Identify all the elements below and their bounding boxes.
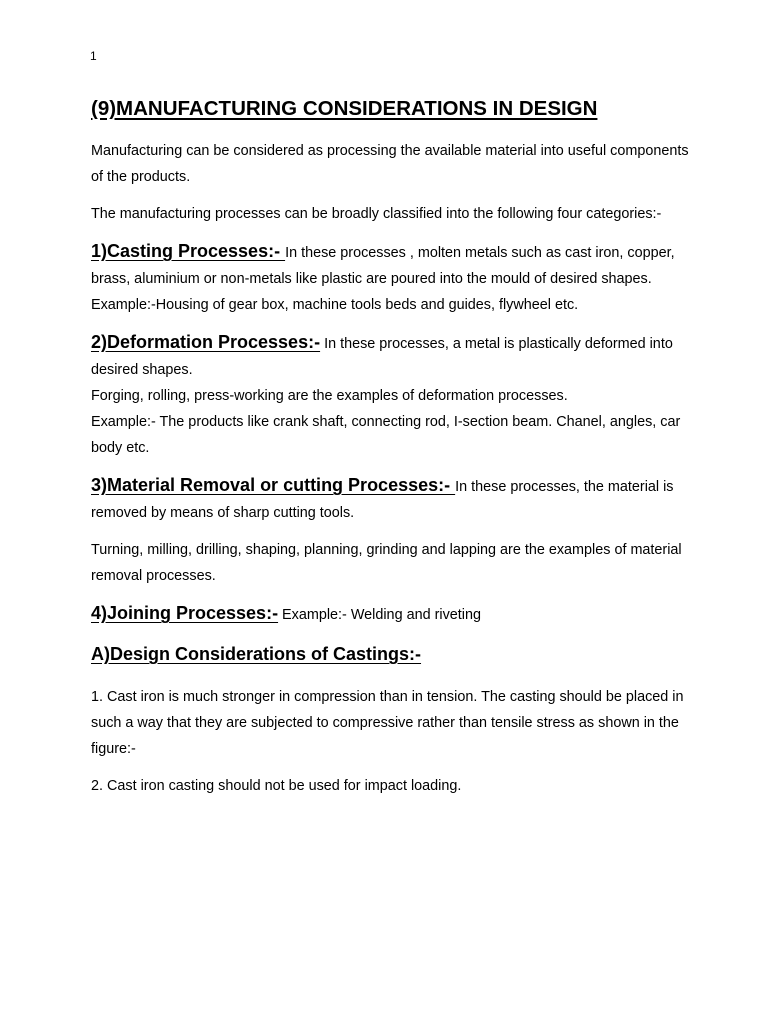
intro-paragraph-1: Manufacturing can be considered as processing the available material into useful components of the products. (91, 143, 689, 185)
material-removal-heading: 3)Material Removal or cutting Processes:- (91, 475, 456, 495)
deformation-heading: 2)Deformation Processes:- (91, 332, 321, 352)
joining-text: Example:- Welding and riveting (278, 607, 481, 623)
casting-section (91, 238, 691, 318)
joining-heading: 4)Joining Processes:- (91, 603, 279, 623)
casting-heading: 1)Casting Processes:- (91, 241, 286, 261)
document-title: (9)MANUFACTURING CONSIDERATIONS IN DESIGN (91, 97, 598, 120)
document-content (91, 94, 691, 810)
casting-text: In these processes , molten metals such as cast iron, copper, brass, aluminium or non-metals like plastic are poured into the mould of desired shapes. Example:-Housing of gear box, machine tools beds and guides, flywheel etc. (91, 245, 675, 313)
material-removal-text: In these processes, the material is removed by means of sharp cutting tools. (91, 479, 674, 521)
joining-section (91, 600, 691, 628)
castings-point-1: 1. Cast iron is much stronger in compression than in tension. The casting should be placed in such a way that they are subjected to compressive rather than tensile stress as shown in the figure:- (91, 689, 684, 757)
castings-heading: A)Design Considerations of Castings:- (91, 644, 422, 664)
material-removal-section (91, 472, 691, 526)
intro-paragraph-2: The manufacturing processes can be broadly classified into the following four categories:- (91, 206, 662, 222)
material-removal-examples: Turning, milling, drilling, shaping, planning, grinding and lapping are the examples of material removal processes. (91, 542, 682, 584)
page-number: 1 (90, 49, 97, 63)
castings-point-2: 2. Cast iron casting should not be used for impact loading. (91, 778, 462, 794)
deformation-text: In these processes, a metal is plastically deformed into desired shapes. (91, 336, 673, 378)
deformation-products-line: Example:- The products like crank shaft, connecting rod, I-section beam. Chanel, angles, car body etc. (91, 414, 681, 456)
deformation-examples-line: Forging, rolling, press-working are the examples of deformation processes. (91, 388, 568, 404)
deformation-section (91, 329, 691, 383)
